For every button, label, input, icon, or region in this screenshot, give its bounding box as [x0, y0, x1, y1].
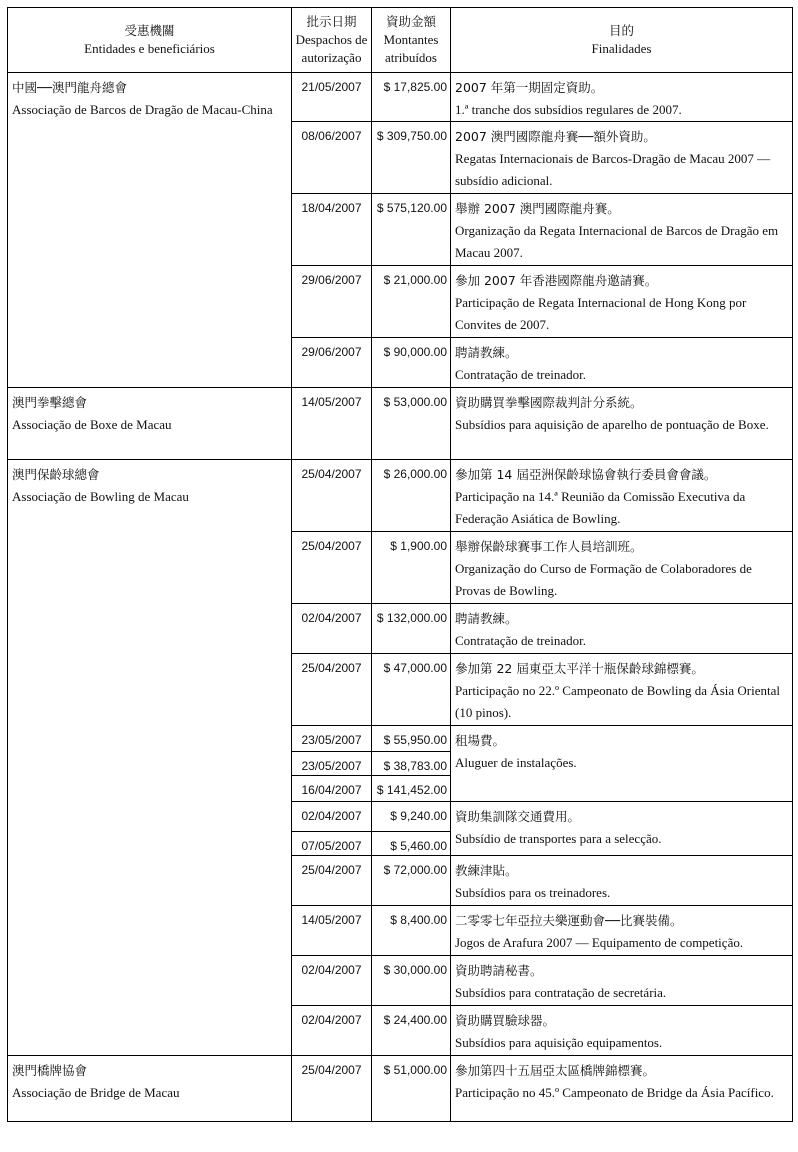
- purpose-pt: Subsídios para contratação de secretária.: [455, 985, 667, 1000]
- purpose-pt: Jogos de Arafura 2007 — Equipamento de competição.: [455, 935, 744, 950]
- purpose-cell: [451, 726, 793, 802]
- table-row: [8, 388, 793, 460]
- purpose-pt: 1.ª tranche dos subsídios regulares de 2007.: [455, 102, 682, 117]
- purpose-cell: [451, 194, 793, 266]
- purpose-zh: 聘請教練。: [455, 611, 518, 626]
- date-cell: 16/04/2007: [292, 776, 372, 802]
- date-cell: 25/04/2007: [292, 1056, 372, 1122]
- entity-name-pt: Associação de Bowling de Macau: [12, 489, 189, 504]
- date-cell: 02/04/2007: [292, 1006, 372, 1056]
- amount-cell: $ 90,000.00: [372, 338, 451, 388]
- date-cell: 07/05/2007: [292, 832, 372, 856]
- purpose-pt: Contratação de treinador.: [455, 367, 587, 382]
- amount-cell: $ 21,000.00: [372, 266, 451, 338]
- purpose-cell: [451, 654, 793, 726]
- purpose-pt: Participação no 22.º Campeonato de Bowling da Ásia Oriental (10 pinos).: [455, 683, 780, 720]
- entity-cell: [8, 73, 292, 388]
- table-body: [8, 73, 793, 1122]
- purpose-zh: 2007 澳門國際龍舟賽──額外資助。: [455, 129, 656, 144]
- entity-name-zh: 中國──澳門龍舟總會: [12, 80, 128, 95]
- date-cell: 14/05/2007: [292, 906, 372, 956]
- purpose-pt: Participação na 14.ª Reunião da Comissão Executiva da Federação Asiática de Bowling.: [455, 489, 746, 526]
- purpose-pt: Organização da Regata Internacional de Barcos de Dragão em Macau 2007.: [455, 223, 779, 260]
- table-row: [8, 73, 793, 122]
- header-date: 批示日期 Despachos de autorização: [292, 8, 372, 73]
- purpose-cell: [451, 460, 793, 532]
- purpose-cell: [451, 604, 793, 654]
- purpose-zh: 參加第 14 屆亞洲保齡球協會執行委員會會議。: [455, 467, 717, 482]
- purpose-pt: Participação no 45.º Campeonato de Bridge da Ásia Pacífico.: [455, 1085, 774, 1100]
- amount-cell: $ 24,400.00: [372, 1006, 451, 1056]
- purpose-zh: 參加第四十五屆亞太區橋牌錦標賽。: [455, 1063, 656, 1078]
- purpose-zh: 舉辦保齡球賽事工作人員培訓班。: [455, 539, 643, 554]
- purpose-cell: [451, 532, 793, 604]
- purpose-pt: Subsídios para aquisição de aparelho de pontuação de Boxe.: [455, 417, 769, 432]
- entity-name-zh: 澳門拳擊總會: [12, 395, 88, 410]
- amount-cell: $ 17,825.00: [372, 73, 451, 122]
- purpose-cell: [451, 122, 793, 194]
- purpose-pt: Subsídio de transportes para a selecção.: [455, 831, 662, 846]
- entity-name-zh: 澳門保齡球總會: [12, 467, 100, 482]
- entity-name-zh: 澳門橋牌協會: [12, 1063, 88, 1078]
- purpose-pt: Subsídios para os treinadores.: [455, 885, 611, 900]
- entity-name-pt: Associação de Boxe de Macau: [12, 417, 172, 432]
- date-cell: 14/05/2007: [292, 388, 372, 460]
- header-amount: 資助金額 Montantes atribuídos: [372, 8, 451, 73]
- purpose-zh: 資助購買拳擊國際裁判計分系統。: [455, 395, 643, 410]
- amount-cell: $ 575,120.00: [372, 194, 451, 266]
- date-cell: 25/04/2007: [292, 532, 372, 604]
- amount-cell: $ 51,000.00: [372, 1056, 451, 1122]
- amount-cell: $ 72,000.00: [372, 856, 451, 906]
- purpose-zh: 參加第 22 屆東亞太平洋十瓶保齡球錦標賽。: [455, 661, 704, 676]
- amount-cell: $ 5,460.00: [372, 832, 451, 856]
- purpose-zh: 資助聘請秘書。: [455, 963, 543, 978]
- amount-cell: $ 55,950.00: [372, 726, 451, 752]
- purpose-pt: Subsídios para aquisição equipamentos.: [455, 1035, 663, 1050]
- date-cell: 02/04/2007: [292, 604, 372, 654]
- date-cell: 29/06/2007: [292, 266, 372, 338]
- date-cell: 25/04/2007: [292, 856, 372, 906]
- amount-cell: $ 141,452.00: [372, 776, 451, 802]
- purpose-cell: [451, 338, 793, 388]
- subsidy-table: [7, 7, 793, 1122]
- entity-name-pt: Associação de Barcos de Dragão de Macau-China: [12, 102, 273, 117]
- amount-cell: $ 30,000.00: [372, 956, 451, 1006]
- amount-cell: $ 1,900.00: [372, 532, 451, 604]
- date-cell: 29/06/2007: [292, 338, 372, 388]
- purpose-zh: 租場費。: [455, 733, 506, 748]
- date-cell: 25/04/2007: [292, 460, 372, 532]
- amount-cell: $ 132,000.00: [372, 604, 451, 654]
- date-cell: 18/04/2007: [292, 194, 372, 266]
- purpose-pt: Aluguer de instalações.: [455, 755, 577, 770]
- entity-cell: [8, 388, 292, 460]
- purpose-zh: 資助集訓隊交通費用。: [455, 809, 581, 824]
- amount-cell: $ 26,000.00: [372, 460, 451, 532]
- header-entity: 受惠機關 Entidades e beneficiários: [8, 8, 292, 73]
- purpose-cell: [451, 956, 793, 1006]
- purpose-cell: [451, 73, 793, 122]
- entity-cell: [8, 1056, 292, 1122]
- purpose-cell: [451, 388, 793, 460]
- purpose-cell: [451, 266, 793, 338]
- table-row: [8, 1056, 793, 1122]
- entity-name-pt: Associação de Bridge de Macau: [12, 1085, 180, 1100]
- purpose-zh: 教練津貼。: [455, 863, 518, 878]
- date-cell: 25/04/2007: [292, 654, 372, 726]
- purpose-zh: 二零零七年亞拉夫樂運動會──比賽裝備。: [455, 913, 683, 928]
- purpose-pt: Contratação de treinador.: [455, 633, 587, 648]
- date-cell: 23/05/2007: [292, 726, 372, 752]
- header-purpose: 目的 Finalidades: [451, 8, 793, 73]
- purpose-pt: Organização do Curso de Formação de Colaboradores de Provas de Bowling.: [455, 561, 752, 598]
- purpose-pt: Participação de Regata Internacional de Hong Kong por Convites de 2007.: [455, 295, 747, 332]
- purpose-cell: [451, 856, 793, 906]
- purpose-zh: 2007 年第一期固定資助。: [455, 80, 604, 95]
- amount-cell: $ 53,000.00: [372, 388, 451, 460]
- date-cell: 23/05/2007: [292, 752, 372, 776]
- table-header-row: [8, 8, 793, 73]
- table-row: [8, 460, 793, 532]
- purpose-cell: [451, 1056, 793, 1122]
- amount-cell: $ 38,783.00: [372, 752, 451, 776]
- purpose-zh: 聘請教練。: [455, 345, 518, 360]
- purpose-zh: 資助購買驗球器。: [455, 1013, 556, 1028]
- purpose-cell: [451, 906, 793, 956]
- purpose-cell: [451, 1006, 793, 1056]
- date-cell: 02/04/2007: [292, 956, 372, 1006]
- purpose-cell: [451, 802, 793, 856]
- entity-cell: [8, 460, 292, 1056]
- date-cell: 08/06/2007: [292, 122, 372, 194]
- purpose-zh: 舉辦 2007 澳門國際龍舟賽。: [455, 201, 620, 216]
- date-cell: 02/04/2007: [292, 802, 372, 832]
- amount-cell: $ 9,240.00: [372, 802, 451, 832]
- date-cell: 21/05/2007: [292, 73, 372, 122]
- amount-cell: $ 8,400.00: [372, 906, 451, 956]
- amount-cell: $ 47,000.00: [372, 654, 451, 726]
- amount-cell: $ 309,750.00: [372, 122, 451, 194]
- purpose-zh: 參加 2007 年香港國際龍舟邀請賽。: [455, 273, 658, 288]
- purpose-pt: Regatas Internacionais de Barcos-Dragão de Macau 2007 — subsídio adicional.: [455, 151, 771, 188]
